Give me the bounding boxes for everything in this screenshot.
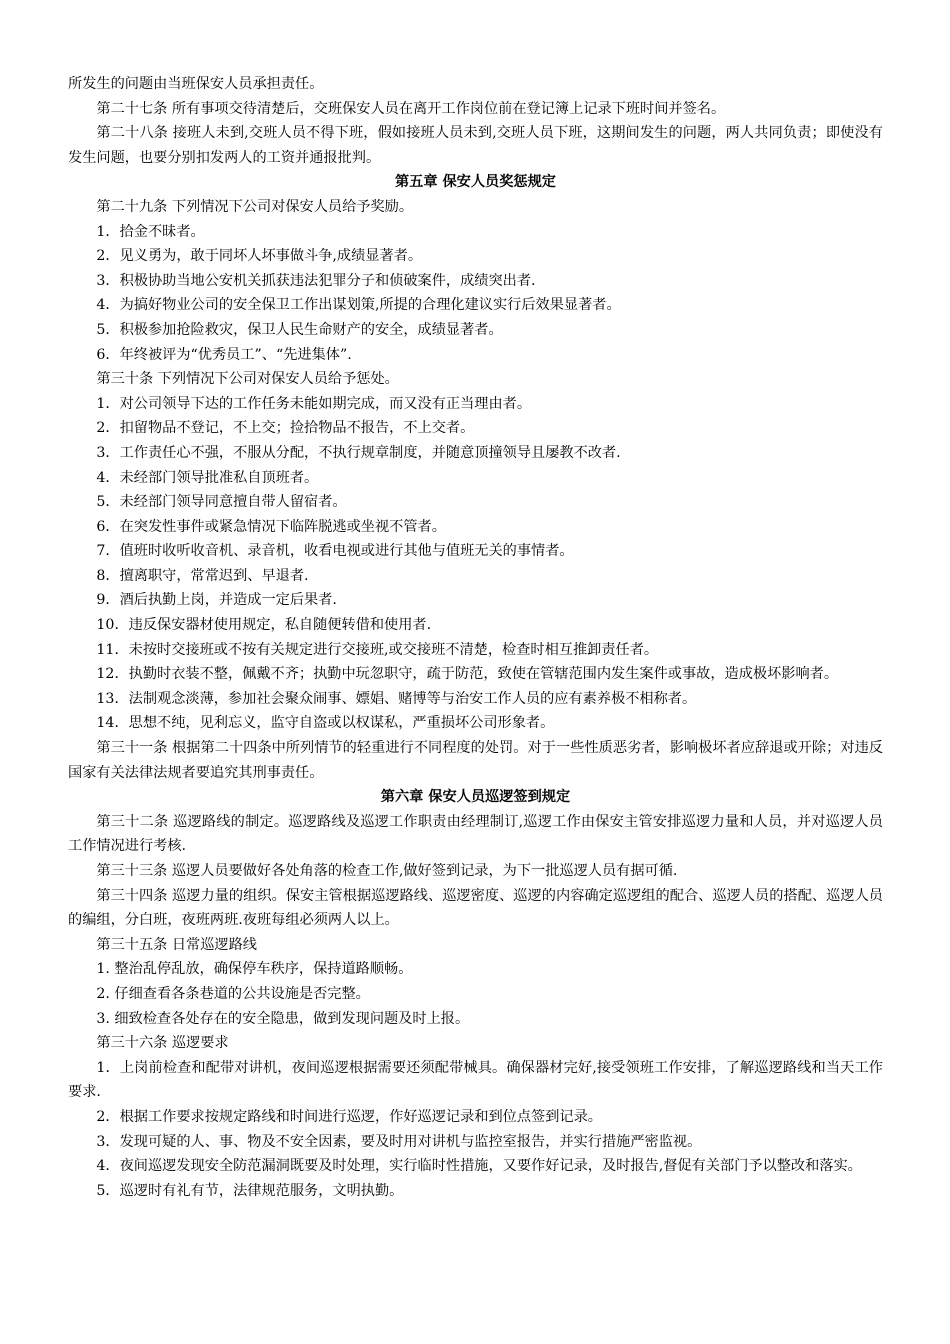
- list-item: 6．在突发性事件或紧急情况下临阵脱逃或坐视不管者。: [96, 518, 446, 535]
- list-item: 5．未经部门领导同意擅自带人留宿者。: [96, 494, 347, 511]
- list-item: 1．拾金不昧者。: [96, 223, 205, 240]
- list-item: 2．根据工作要求按规定路线和时间进行巡逻，作好巡逻记录和到位点签到记录。: [96, 1108, 602, 1125]
- list-item: 1. 整治乱停乱放，确保停车秩序，保持道路顺畅。: [96, 961, 413, 978]
- list-item: 6．年终被评为“优秀员工”、“先进集体”.: [96, 346, 352, 363]
- article-33: 第三十三条 巡逻人员要做好各处角落的检查工作,做好签到记录，为下一批巡逻人员有据可循.: [96, 863, 678, 879]
- article-28: 第二十八条 接班人未到,交班人员不得下班，假如接班人员未到,交班人员下班，这期间发生的问题，两人共同负责；即使没有发生问题，也要分别扣发两人的工资并通报批判。: [68, 125, 883, 166]
- list-item: 5．积极参加抢险救灾，保卫人民生命财产的安全，成绩显著者。: [96, 321, 503, 338]
- list-item: 2．扣留物品不登记，不上交；捡拾物品不报告，不上交者。: [96, 420, 475, 437]
- list-item: 1．对公司领导下达的工作任务未能如期完成，而又没有正当理由者。: [96, 395, 532, 412]
- document-body: [68, 72, 883, 1203]
- list-item: 9．酒后执勤上岗，并造成一定后果者.: [96, 592, 337, 609]
- list-item: 12．执勤时衣装不整，佩戴不齐；执勤中玩忽职守，疏于防范，致使在管辖范围内发生案件或事故，造成极坏影响者。: [96, 666, 839, 683]
- list-item: 14．思想不纯，见利忘义，监守自盗或以权谋私，严重损坏公司形象者。: [96, 715, 555, 732]
- list-item: 1．上岗前检查和配带对讲机，夜间巡逻根据需要还须配带械具。确保器材完好,接受领班工作安排，了解巡逻路线和当天工作要求.: [68, 1059, 883, 1101]
- list-item: 4．夜间巡逻发现安全防范漏洞既要及时处理，实行临时性措施，又要作好记录，及时报告,督促有关部门予以整改和落实。: [96, 1158, 862, 1175]
- article-27: 第二十七条 所有事项交待清楚后，交班保安人员在离开工作岗位前在登记簿上记录下班时间并签名。: [96, 100, 726, 117]
- list-item: 3．工作责任心不强，不服从分配，不执行规章制度，并随意顶撞领导且屡教不改者.: [96, 444, 621, 461]
- list-item: 11．未按时交接班或不按有关规定进行交接班,或交接班不清楚，检查时相互推卸责任者。: [96, 641, 659, 658]
- article-36: 第三十六条 巡逻要求: [96, 1035, 229, 1052]
- list-item: 7．值班时收听收音机、录音机，收看电视或进行其他与值班无关的事情者。: [96, 543, 574, 560]
- list-item: 2．见义勇为，敢于同坏人坏事做斗争,成绩显著者。: [96, 248, 423, 265]
- list-item: 3. 细致检查各处存在的安全隐患，做到发现问题及时上报。: [96, 1010, 470, 1027]
- paragraph-continuation: 所发生的问题由当班保安人员承担责任。: [68, 76, 324, 92]
- list-item: 2. 仔细查看各条巷道的公共设施是否完整。: [96, 985, 370, 1002]
- list-item: 10．违反保安器材使用规定，私自随便转借和使用者.: [96, 617, 432, 634]
- list-item: 8．擅离职守，常常迟到、早退者.: [96, 567, 309, 584]
- list-item: 13．法制观念淡薄，参加社会聚众闹事、嫖娼、赌博等与治安工作人员的应有素养极不相称者。: [96, 690, 697, 707]
- article-30: 第三十条 下列情况下公司对保安人员给予惩处。: [96, 371, 399, 388]
- list-item: 3．积极协助当地公安机关抓获违法犯罪分子和侦破案件，成绩突出者.: [96, 272, 536, 289]
- article-31: 第三十一条 根据第二十四条中所列情节的轻重进行不同程度的处罚。对于一些性质恶劣者，影响极坏者应辞退或开除；对违反国家有关法律法规者要追究其刑事责任。: [68, 740, 883, 781]
- list-item: 5．巡逻时有礼有节，法律规范服务，文明执勤。: [96, 1182, 404, 1199]
- article-29: 第二十九条 下列情况下公司对保安人员给予奖励。: [96, 198, 414, 215]
- chapter-5-heading: 第五章 保安人员奖惩规定: [394, 174, 556, 191]
- list-item: 4．为搞好物业公司的安全保卫工作出谋划策,所提的合理化建议实行后效果显著者。: [96, 297, 621, 314]
- list-item: 4．未经部门领导批准私自顶班者。: [96, 469, 319, 486]
- article-35: 第三十五条 日常巡逻路线: [96, 936, 257, 953]
- article-32: 第三十二条 巡逻路线的制定。巡逻路线及巡逻工作职责由经理制订,巡逻工作由保安主管安排巡逻力量和人员，并对巡逻人员工作情况进行考核.: [68, 813, 883, 855]
- list-item: 3．发现可疑的人、事、物及不安全因素，要及时用对讲机与监控室报告，并实行措施严密监视。: [96, 1133, 702, 1150]
- chapter-6-heading: 第六章 保安人员巡逻签到规定: [380, 789, 571, 806]
- article-34: 第三十四条 巡逻力量的组织。保安主管根据巡逻路线、巡逻密度、巡逻的内容确定巡逻组的配合、巡逻人员的搭配、巡逻人员的编组，分白班，夜班两班.夜班每组必须两人以上。: [68, 887, 883, 929]
